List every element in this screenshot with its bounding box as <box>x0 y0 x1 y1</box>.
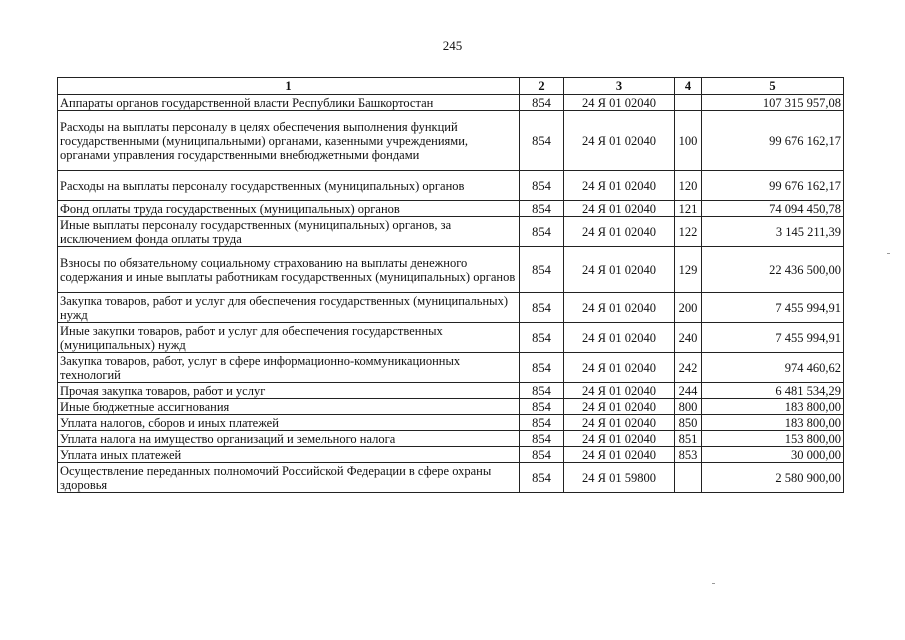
row-expense-type: 129 <box>675 247 702 293</box>
row-expense-type <box>675 95 702 111</box>
row-amount: 7 455 994,91 <box>702 323 844 353</box>
row-amount: 107 315 957,08 <box>702 95 844 111</box>
table-row <box>58 399 844 415</box>
row-grbs-code: 854 <box>520 171 564 201</box>
row-target-article: 24 Я 01 59800 <box>564 463 675 493</box>
row-name: Закупка товаров, работ и услуг для обеспечения государственных (муниципальных) нужд <box>58 293 520 323</box>
row-name: Уплата налога на имущество организаций и земельного налога <box>58 431 520 447</box>
row-expense-type: 850 <box>675 415 702 431</box>
row-name: Иные бюджетные ассигнования <box>58 399 520 415</box>
row-amount: 153 800,00 <box>702 431 844 447</box>
row-expense-type: 244 <box>675 383 702 399</box>
scan-mark <box>887 253 890 254</box>
row-target-article: 24 Я 01 02040 <box>564 293 675 323</box>
row-grbs-code: 854 <box>520 399 564 415</box>
table-row <box>58 111 844 171</box>
table-row <box>58 95 844 111</box>
budget-table <box>57 77 844 493</box>
table-row <box>58 201 844 217</box>
table-row <box>58 247 844 293</box>
header-col-5: 5 <box>702 78 844 95</box>
row-name: Иные выплаты персоналу государственных (муниципальных) органов, за исключением фонда оплаты труда <box>58 217 520 247</box>
row-grbs-code: 854 <box>520 323 564 353</box>
row-name: Расходы на выплаты персоналу государственных (муниципальных) органов <box>58 171 520 201</box>
row-amount: 183 800,00 <box>702 415 844 431</box>
row-amount: 183 800,00 <box>702 399 844 415</box>
table-row <box>58 293 844 323</box>
row-grbs-code: 854 <box>520 111 564 171</box>
row-grbs-code: 854 <box>520 463 564 493</box>
row-grbs-code: 854 <box>520 95 564 111</box>
row-expense-type: 120 <box>675 171 702 201</box>
row-grbs-code: 854 <box>520 383 564 399</box>
row-expense-type: 122 <box>675 217 702 247</box>
row-amount: 974 460,62 <box>702 353 844 383</box>
page-number: 245 <box>442 38 463 53</box>
row-target-article: 24 Я 01 02040 <box>564 353 675 383</box>
row-target-article: 24 Я 01 02040 <box>564 399 675 415</box>
row-expense-type: 200 <box>675 293 702 323</box>
row-expense-type: 242 <box>675 353 702 383</box>
table-row <box>58 323 844 353</box>
row-target-article: 24 Я 01 02040 <box>564 247 675 293</box>
row-target-article: 24 Я 01 02040 <box>564 447 675 463</box>
scan-mark <box>712 583 715 584</box>
row-name: Прочая закупка товаров, работ и услуг <box>58 383 520 399</box>
table-row <box>58 447 844 463</box>
row-amount: 6 481 534,29 <box>702 383 844 399</box>
table-body <box>58 95 844 493</box>
row-amount: 2 580 900,00 <box>702 463 844 493</box>
row-name: Уплата налогов, сборов и иных платежей <box>58 415 520 431</box>
row-amount: 22 436 500,00 <box>702 247 844 293</box>
row-grbs-code: 854 <box>520 447 564 463</box>
row-name: Фонд оплаты труда государственных (муниципальных) органов <box>58 201 520 217</box>
row-expense-type <box>675 463 702 493</box>
row-amount: 3 145 211,39 <box>702 217 844 247</box>
row-amount: 99 676 162,17 <box>702 171 844 201</box>
row-expense-type: 121 <box>675 201 702 217</box>
row-grbs-code: 854 <box>520 415 564 431</box>
row-grbs-code: 854 <box>520 201 564 217</box>
row-grbs-code: 854 <box>520 247 564 293</box>
row-grbs-code: 854 <box>520 217 564 247</box>
row-expense-type: 853 <box>675 447 702 463</box>
row-target-article: 24 Я 01 02040 <box>564 415 675 431</box>
row-target-article: 24 Я 01 02040 <box>564 383 675 399</box>
row-amount: 7 455 994,91 <box>702 293 844 323</box>
header-col-2: 2 <box>520 78 564 95</box>
header-col-1: 1 <box>58 78 520 95</box>
table-row <box>58 431 844 447</box>
row-name: Закупка товаров, работ, услуг в сфере информационно-коммуникационных технологий <box>58 353 520 383</box>
row-name: Аппараты органов государственной власти Республики Башкортостан <box>58 95 520 111</box>
table-row <box>58 383 844 399</box>
table-row <box>58 463 844 493</box>
header-col-3: 3 <box>564 78 675 95</box>
row-expense-type: 851 <box>675 431 702 447</box>
row-amount: 99 676 162,17 <box>702 111 844 171</box>
table-row <box>58 353 844 383</box>
row-name: Уплата иных платежей <box>58 447 520 463</box>
row-target-article: 24 Я 01 02040 <box>564 323 675 353</box>
row-target-article: 24 Я 01 02040 <box>564 111 675 171</box>
row-amount: 30 000,00 <box>702 447 844 463</box>
row-target-article: 24 Я 01 02040 <box>564 201 675 217</box>
row-amount: 74 094 450,78 <box>702 201 844 217</box>
table-row <box>58 171 844 201</box>
row-name: Иные закупки товаров, работ и услуг для обеспечения государственных (муниципальных) нужд <box>58 323 520 353</box>
table-header-row <box>58 78 844 95</box>
row-target-article: 24 Я 01 02040 <box>564 217 675 247</box>
row-grbs-code: 854 <box>520 431 564 447</box>
row-target-article: 24 Я 01 02040 <box>564 431 675 447</box>
row-expense-type: 240 <box>675 323 702 353</box>
row-grbs-code: 854 <box>520 293 564 323</box>
header-col-4: 4 <box>675 78 702 95</box>
row-name: Взносы по обязательному социальному страхованию на выплаты денежного содержания и иные выплаты работникам государственных (муниципальных) органов <box>58 247 520 293</box>
row-expense-type: 800 <box>675 399 702 415</box>
row-target-article: 24 Я 01 02040 <box>564 171 675 201</box>
row-name: Осуществление переданных полномочий Российской Федерации в сфере охраны здоровья <box>58 463 520 493</box>
row-grbs-code: 854 <box>520 353 564 383</box>
row-target-article: 24 Я 01 02040 <box>564 95 675 111</box>
row-name: Расходы на выплаты персоналу в целях обеспечения выполнения функций государственными (муниципальными) органами, казенными учреждениями, органами управления государственными внебюджетными фондами <box>58 111 520 171</box>
table-row <box>58 415 844 431</box>
row-expense-type: 100 <box>675 111 702 171</box>
table-row <box>58 217 844 247</box>
